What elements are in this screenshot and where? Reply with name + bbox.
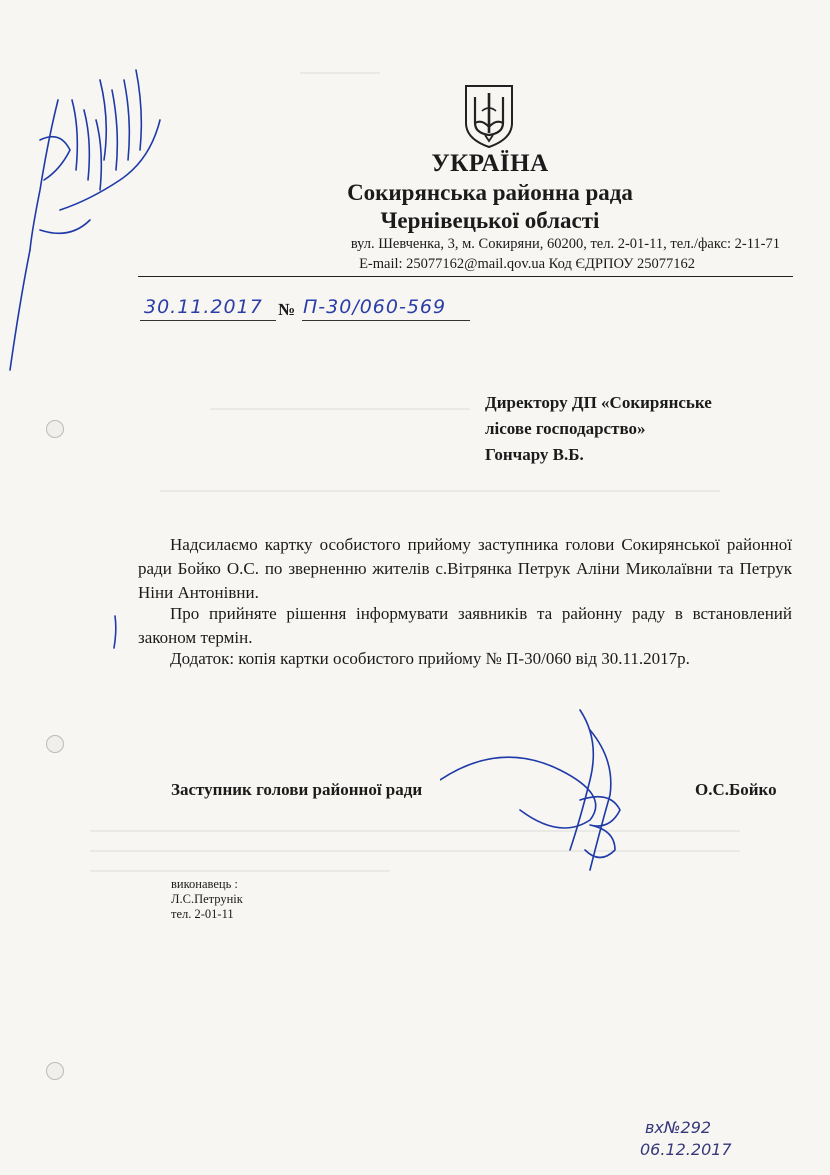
addressee-line-3: Гончару В.Б. [485, 445, 584, 464]
outgoing-date: 30.11.2017 [144, 296, 263, 318]
incoming-date: 06.12.2017 [640, 1140, 732, 1159]
bleed-through-mark [210, 408, 470, 410]
bleed-through-mark [160, 490, 720, 492]
signature-name: О.С.Бойко [695, 780, 777, 799]
body-paragraph-1: Надсилаємо картку особистого прийому заступника голови Сокирянської районної ради Бойко О.С. по зверненню жителів с.Вітрянка Петрук Аліни Миколаївни та Петрук Ніни Антонівни. [138, 535, 792, 602]
executor-label: виконавець : [171, 877, 238, 891]
outgoing-number: П-30/060-569 [303, 296, 447, 318]
signature-position: Заступник голови районної ради [171, 780, 423, 799]
outgoing-number-label: № [278, 300, 296, 319]
incoming-number: вх№292 [645, 1118, 712, 1137]
letterhead-divider [138, 276, 793, 277]
addressee-line-1: Директору ДП «Сокирянське [485, 393, 712, 412]
handwritten-signature [440, 700, 680, 880]
handwritten-resolution [0, 40, 200, 380]
letterhead-country: УКРАЇНА [431, 150, 549, 177]
executor-name: Л.С.Петрунік [171, 892, 243, 906]
body-paragraph-3: Додаток: копія картки особистого прийому № П-30/060 від 30.11.2017р. [170, 649, 690, 668]
punch-hole [46, 735, 64, 753]
addressee-line-2: лісове господарство» [485, 419, 646, 438]
bleed-through-mark [90, 870, 390, 872]
outgoing-number-underline [302, 320, 470, 321]
letterhead-organization: Сокирянська районна рада [347, 180, 633, 205]
executor-phone: тел. 2-01-11 [171, 907, 234, 921]
letterhead-address: вул. Шевченка, 3, м. Сокиряни, 60200, тел. 2-01-11, тел./факс: 2-11-71 [350, 236, 780, 252]
trident-icon [462, 83, 516, 149]
letterhead-region: Чернівецької області [380, 208, 600, 233]
body-paragraph-2: Про прийняте рішення інформувати заявників та районну раду в встановлений законом термін. [138, 604, 792, 647]
letterhead-email-code: E-mail: 25077162@mail.qov.ua Код ЄДРПОУ 25077162 [359, 256, 695, 272]
punch-hole [46, 1062, 64, 1080]
margin-mark [105, 612, 125, 652]
punch-hole [46, 420, 64, 438]
bleed-through-mark [300, 72, 380, 74]
